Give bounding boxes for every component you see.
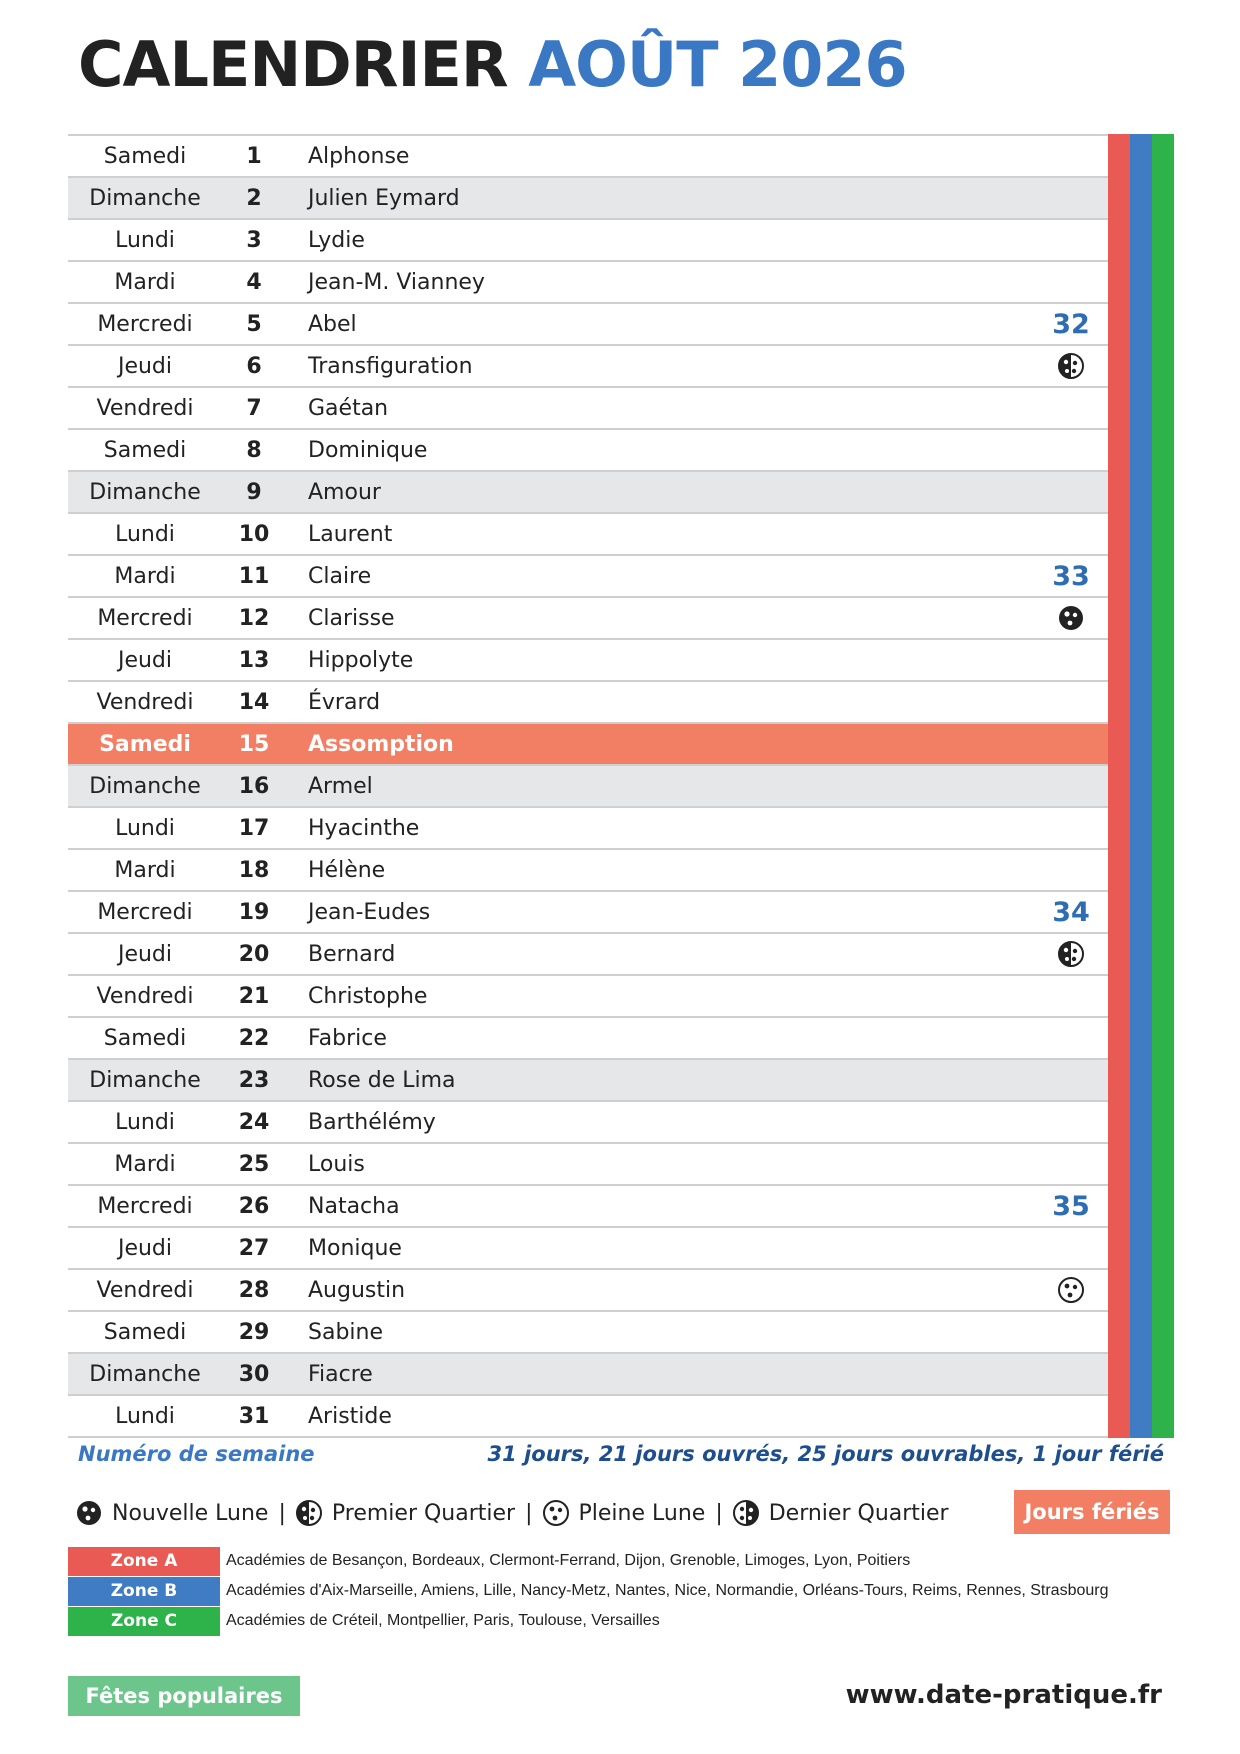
day-of-week: Lundi	[115, 521, 175, 547]
day-of-week: Mardi	[114, 269, 176, 295]
calendar-row	[68, 1312, 1108, 1354]
zone-row	[68, 1606, 1109, 1636]
calendar-row	[68, 220, 1108, 262]
day-of-week: Jeudi	[117, 353, 173, 379]
day-number: 5	[246, 311, 262, 337]
row-extra	[1034, 976, 1108, 1016]
row-extra	[1034, 850, 1108, 890]
zone-label: Zone B	[68, 1577, 220, 1606]
calendar-row	[68, 1018, 1108, 1060]
zone-strips	[1108, 134, 1174, 1438]
saint-name: Monique	[308, 1235, 402, 1261]
calendar-row	[68, 1270, 1108, 1312]
zone-b-strip	[1130, 134, 1152, 1438]
zone-a-strip	[1108, 134, 1130, 1438]
calendar-row	[68, 1186, 1108, 1228]
calendar-row	[68, 598, 1108, 640]
row-extra	[1034, 1018, 1108, 1058]
calendar-row	[68, 766, 1108, 808]
day-number: 4	[246, 269, 262, 295]
day-number: 26	[238, 1193, 270, 1219]
saint-name: Hélène	[308, 857, 386, 883]
day-number: 16	[238, 773, 270, 799]
saint-name: Transfiguration	[308, 353, 473, 379]
row-extra	[1034, 136, 1108, 176]
dernier-quartier-icon	[733, 1500, 759, 1526]
saint-name: Aristide	[308, 1403, 392, 1429]
saint-name: Hippolyte	[308, 647, 414, 673]
day-of-week: Mardi	[114, 1151, 176, 1177]
day-of-week: Vendredi	[96, 395, 194, 421]
calendar-row	[68, 1144, 1108, 1186]
zone-row	[68, 1546, 1109, 1576]
row-extra	[1034, 430, 1108, 470]
row-extra	[1034, 1354, 1108, 1394]
saint-name: Hyacinthe	[308, 815, 420, 841]
pleine-lune-icon	[1058, 1277, 1084, 1303]
day-of-week: Samedi	[99, 731, 191, 757]
saint-name: Lydie	[308, 227, 365, 253]
legend-dernier-quartier-label: Dernier Quartier	[768, 1500, 949, 1526]
row-extra	[1034, 1228, 1108, 1268]
zone-academies: Académies de Créteil, Montpellier, Paris, Toulouse, Versailles	[226, 1612, 660, 1629]
saint-name: Jean-Eudes	[308, 899, 431, 925]
row-extra	[1034, 346, 1108, 386]
row-extra	[1034, 1312, 1108, 1352]
day-of-week: Lundi	[115, 815, 175, 841]
day-of-week: Samedi	[103, 1319, 187, 1345]
calendar-row	[68, 976, 1108, 1018]
saint-name: Christophe	[308, 983, 428, 1009]
calendar-row	[68, 682, 1108, 724]
calendar-row	[68, 346, 1108, 388]
day-of-week: Dimanche	[89, 1361, 201, 1387]
zone-label: Zone A	[68, 1547, 220, 1576]
calendar-row	[68, 430, 1108, 472]
calendar-row	[68, 1228, 1108, 1270]
calendar-row	[68, 472, 1108, 514]
saint-name: Bernard	[308, 941, 396, 967]
saint-name: Gaétan	[308, 395, 389, 421]
saint-name: Claire	[308, 563, 372, 589]
fetes-populaires-badge: Fêtes populaires	[68, 1676, 300, 1716]
day-number: 10	[238, 521, 270, 547]
day-number: 24	[238, 1109, 270, 1135]
row-extra	[1034, 178, 1108, 218]
legend-dernier-quartier	[733, 1500, 949, 1526]
saint-name: Sabine	[308, 1319, 384, 1345]
calendar-row	[68, 1060, 1108, 1102]
saint-name: Assomption	[308, 731, 454, 757]
day-of-week: Lundi	[115, 1109, 175, 1135]
calendar-row	[68, 934, 1108, 976]
calendar-row	[68, 304, 1108, 346]
day-number: 21	[238, 983, 270, 1009]
zone-label: Zone C	[68, 1607, 220, 1636]
row-extra	[1034, 556, 1108, 596]
saint-name: Dominique	[308, 437, 428, 463]
day-number: 11	[238, 563, 270, 589]
saint-name: Natacha	[308, 1193, 400, 1219]
title-calendrier: CALENDRIER	[78, 28, 508, 101]
day-number: 2	[246, 185, 262, 211]
calendar-table	[68, 134, 1178, 1438]
legend-premier-quartier-label: Premier Quartier	[331, 1500, 516, 1526]
day-of-week: Lundi	[115, 1403, 175, 1429]
jours-feries-badge: Jours fériés	[1014, 1490, 1170, 1534]
row-extra	[1034, 1144, 1108, 1184]
row-extra	[1034, 1186, 1108, 1226]
row-extra	[1034, 220, 1108, 260]
saint-name: Clarisse	[308, 605, 395, 631]
nouvelle-lune-icon	[1058, 605, 1084, 631]
legend-separator: |	[278, 1500, 286, 1526]
row-extra	[1034, 472, 1108, 512]
day-of-week: Samedi	[103, 143, 187, 169]
day-number: 14	[238, 689, 270, 715]
calendar-row	[68, 178, 1108, 220]
calendar-row	[68, 514, 1108, 556]
legend-separator: |	[715, 1500, 723, 1526]
premier-quartier-icon	[296, 1500, 322, 1526]
saint-name: Abel	[308, 311, 357, 337]
calendar-row	[68, 892, 1108, 934]
row-extra	[1034, 892, 1108, 932]
day-number: 3	[246, 227, 262, 253]
day-number: 18	[238, 857, 270, 883]
day-number: 17	[238, 815, 270, 841]
legend-pleine-lune-label: Pleine Lune	[578, 1500, 706, 1526]
day-number: 13	[238, 647, 270, 673]
day-number: 23	[238, 1067, 270, 1093]
day-number: 6	[246, 353, 262, 379]
day-number: 22	[238, 1025, 270, 1051]
day-number: 1	[246, 143, 262, 169]
day-of-week: Dimanche	[89, 185, 201, 211]
week-number: 33	[1052, 560, 1090, 592]
row-extra	[1034, 514, 1108, 554]
premier-quartier-icon	[1058, 941, 1084, 967]
day-of-week: Samedi	[103, 1025, 187, 1051]
day-number: 25	[238, 1151, 270, 1177]
day-number: 7	[246, 395, 262, 421]
saint-name: Fiacre	[308, 1361, 373, 1387]
day-number: 20	[238, 941, 270, 967]
saint-name: Julien Eymard	[308, 185, 460, 211]
saint-name: Alphonse	[308, 143, 410, 169]
row-extra	[1034, 1102, 1108, 1142]
day-number: 30	[238, 1361, 270, 1387]
row-extra	[1034, 682, 1108, 722]
saint-name: Fabrice	[308, 1025, 387, 1051]
day-of-week: Dimanche	[89, 479, 201, 505]
day-of-week: Jeudi	[117, 941, 173, 967]
legend-separator: |	[525, 1500, 533, 1526]
day-number: 15	[238, 731, 270, 757]
row-extra	[1034, 1270, 1108, 1310]
pleine-lune-icon	[543, 1500, 569, 1526]
day-of-week: Lundi	[115, 227, 175, 253]
legend-nouvelle-lune	[76, 1500, 268, 1526]
calendar-row	[68, 1354, 1108, 1396]
calendar-row	[68, 556, 1108, 598]
day-number: 9	[246, 479, 262, 505]
week-number-label: Numéro de semaine	[78, 1442, 315, 1466]
day-of-week: Jeudi	[117, 1235, 173, 1261]
week-number: 32	[1052, 308, 1090, 340]
zones-legend	[68, 1546, 1109, 1636]
day-number: 12	[238, 605, 270, 631]
row-extra	[1034, 388, 1108, 428]
website-url[interactable]: www.date-pratique.fr	[845, 1680, 1162, 1710]
saint-name: Jean-M. Vianney	[308, 269, 485, 295]
calendar-row	[68, 724, 1108, 766]
row-extra	[1034, 1060, 1108, 1100]
saint-name: Rose de Lima	[308, 1067, 456, 1093]
day-of-week: Jeudi	[117, 647, 173, 673]
day-of-week: Mercredi	[97, 311, 193, 337]
zone-academies: Académies de Besançon, Bordeaux, Clermont-Ferrand, Dijon, Grenoble, Limoges, Lyon, Poitiers	[226, 1552, 911, 1569]
legend-pleine-lune	[543, 1500, 706, 1526]
day-of-week: Dimanche	[89, 1067, 201, 1093]
day-of-week: Dimanche	[89, 773, 201, 799]
zone-row	[68, 1576, 1109, 1606]
row-extra	[1034, 724, 1108, 764]
row-extra	[1034, 934, 1108, 974]
day-of-week: Mercredi	[97, 605, 193, 631]
calendar-rows	[68, 134, 1108, 1438]
calendar-row	[68, 808, 1108, 850]
calendar-row	[68, 136, 1108, 178]
day-of-week: Vendredi	[96, 1277, 194, 1303]
day-number: 19	[238, 899, 270, 925]
day-of-week: Mercredi	[97, 899, 193, 925]
calendar-row	[68, 262, 1108, 304]
legend-nouvelle-lune-label: Nouvelle Lune	[112, 1500, 269, 1526]
day-number: 8	[246, 437, 262, 463]
row-extra	[1034, 1396, 1108, 1436]
calendar-row	[68, 640, 1108, 682]
title-month-year: AOÛT 2026	[528, 28, 907, 101]
saint-name: Augustin	[308, 1277, 406, 1303]
premier-quartier-icon	[1058, 353, 1084, 379]
page-title	[78, 28, 907, 101]
week-number: 34	[1052, 896, 1090, 928]
week-number: 35	[1052, 1190, 1090, 1222]
saint-name: Évrard	[308, 689, 381, 715]
day-number: 29	[238, 1319, 270, 1345]
legend-premier-quartier	[296, 1500, 515, 1526]
row-extra	[1034, 304, 1108, 344]
day-of-week: Vendredi	[96, 689, 194, 715]
row-extra	[1034, 808, 1108, 848]
day-of-week: Mardi	[114, 563, 176, 589]
saint-name: Amour	[308, 479, 381, 505]
moon-legend	[76, 1500, 949, 1526]
saint-name: Laurent	[308, 521, 393, 547]
saint-name: Armel	[308, 773, 373, 799]
calendar-row	[68, 1396, 1108, 1438]
row-extra	[1034, 598, 1108, 638]
day-of-week: Vendredi	[96, 983, 194, 1009]
zone-academies: Académies d'Aix-Marseille, Amiens, Lille, Nancy-Metz, Nantes, Nice, Normandie, Orléans-Tours, Reims, Rennes, Strasbourg	[226, 1582, 1109, 1599]
nouvelle-lune-icon	[76, 1500, 102, 1526]
day-number: 27	[238, 1235, 270, 1261]
day-of-week: Samedi	[103, 437, 187, 463]
zone-c-strip	[1152, 134, 1174, 1438]
row-extra	[1034, 262, 1108, 302]
month-summary: 31 jours, 21 jours ouvrés, 25 jours ouvrables, 1 jour férié	[487, 1442, 1164, 1466]
row-extra	[1034, 640, 1108, 680]
day-number: 31	[238, 1403, 270, 1429]
saint-name: Barthélémy	[308, 1109, 436, 1135]
calendar-row	[68, 1102, 1108, 1144]
day-number: 28	[238, 1277, 270, 1303]
saint-name: Louis	[308, 1151, 365, 1177]
day-of-week: Mardi	[114, 857, 176, 883]
row-extra	[1034, 766, 1108, 806]
calendar-row	[68, 388, 1108, 430]
day-of-week: Mercredi	[97, 1193, 193, 1219]
calendar-row	[68, 850, 1108, 892]
